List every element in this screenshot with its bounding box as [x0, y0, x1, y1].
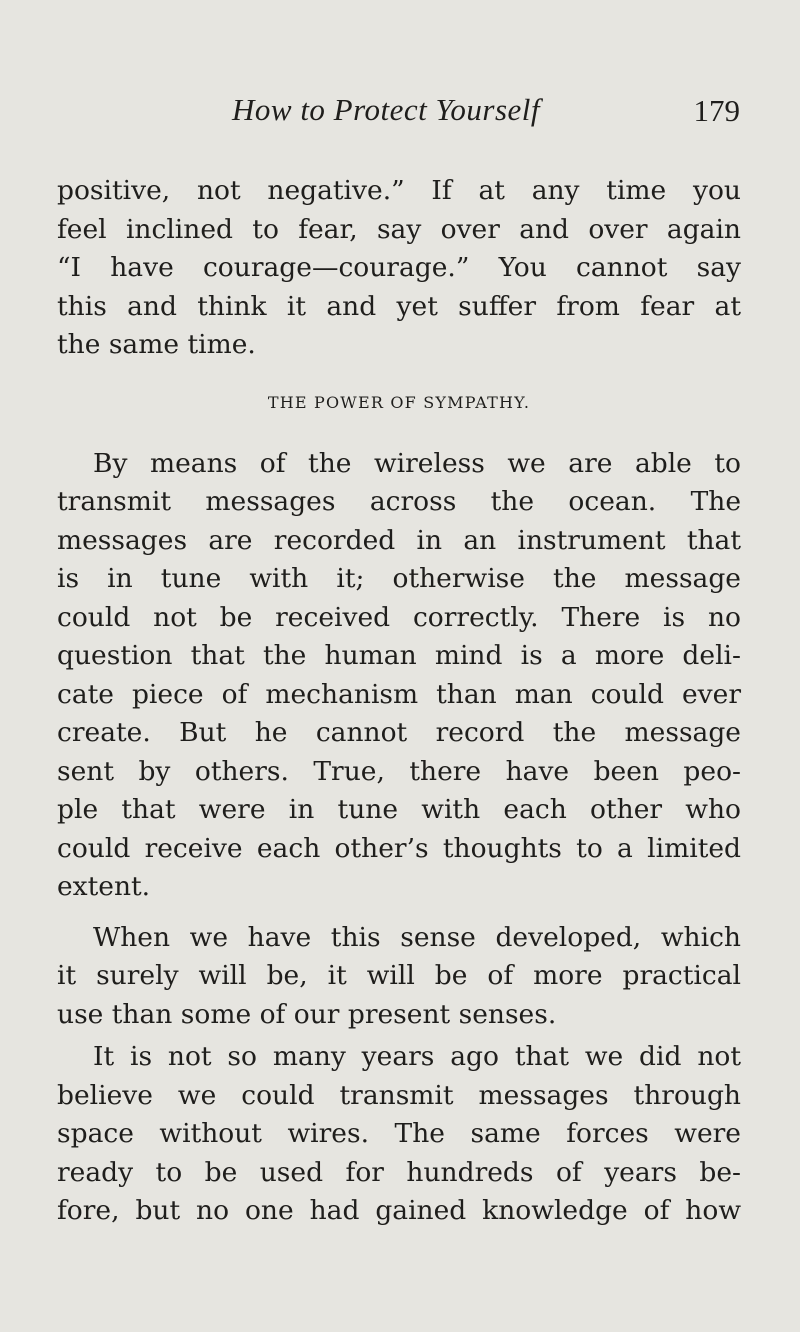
text-line: create. But he cannot record the message: [57, 717, 741, 748]
text-line: messages are recorded in an instrument that: [57, 524, 741, 556]
text-line: fore, but no one had gained knowledge of how: [57, 1195, 741, 1226]
text-line: “I have courage—courage.” You cannot say: [57, 252, 741, 283]
paragraph-1: [57, 172, 741, 365]
paragraph-2: [57, 445, 741, 907]
text-line: When we have this sense developed, which: [93, 921, 741, 953]
text-line: this and think it and yet suffer from fear at: [57, 290, 741, 322]
text-line: ple that were in tune with each other who: [57, 794, 741, 825]
text-line: space without wires. The same forces were: [57, 1118, 741, 1149]
text-line: positive, not negative.” If at any time you: [57, 175, 741, 206]
paragraph-4: [57, 1038, 741, 1231]
text-line: question that the human mind is a more deli-: [57, 640, 741, 671]
text-line: sent by others. True, there have been peo-: [57, 755, 741, 787]
text-line: feel inclined to fear, say over and over again: [57, 213, 741, 245]
text-line: use than some of our present senses.: [57, 998, 557, 1030]
text-line: could receive each other’s thoughts to a limited: [57, 832, 741, 864]
page-number: 179: [693, 93, 740, 128]
page-header: [0, 92, 800, 142]
section-heading: THE POWER OF SYMPATHY.: [267, 392, 531, 412]
text-line: transmit messages across the ocean. The: [57, 486, 741, 517]
text-line: It is not so many years ago that we did not: [93, 1041, 741, 1072]
text-line: is in tune with it; otherwise the message: [57, 563, 741, 594]
text-line: ready to be used for hundreds of years be-: [57, 1156, 741, 1188]
paragraph-3: [57, 919, 741, 1035]
text-line: By means of the wireless we are able to: [93, 447, 741, 479]
text-line: the same time.: [57, 329, 256, 360]
body-text: [57, 172, 741, 1231]
text-line: could not be received correctly. There is no: [57, 601, 741, 633]
text-line: extent.: [57, 871, 151, 902]
text-line: believe we could transmit messages through: [57, 1079, 741, 1111]
text-line: it surely will be, it will be of more practical: [57, 960, 741, 991]
running-title: How to Protect Yourself: [232, 92, 541, 127]
text-line: cate piece of mechanism than man could ever: [57, 678, 741, 710]
